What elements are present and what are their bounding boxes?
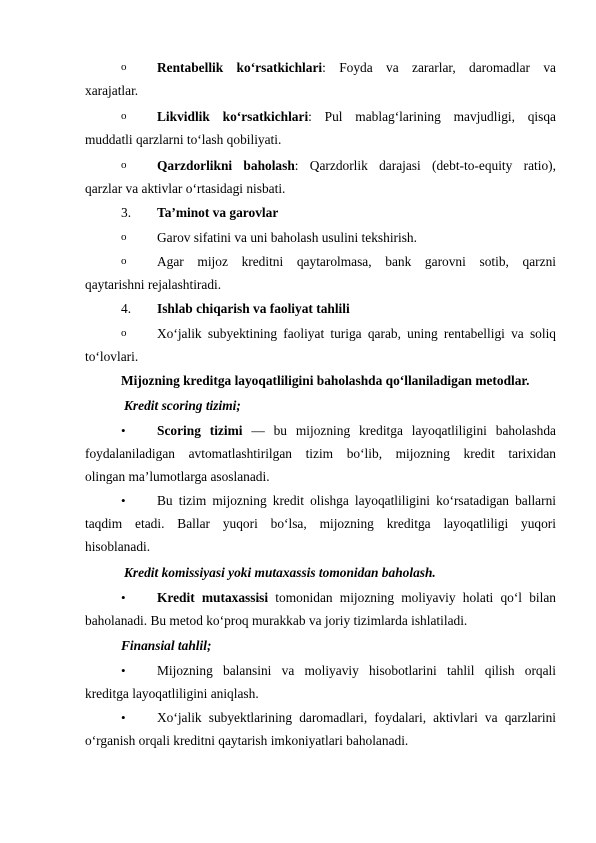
garov-text-2-cont: qaytarishni rejalashtiradi. [85,277,222,292]
bullet-dot-icon: • [121,663,126,678]
section-number: 3. [121,205,132,220]
mutaxassis-cont: baholanadi. Bu metod ko‘proq murakkab va joriy tizimlarda ishlatiladi. [85,613,468,628]
bullet-marker: o [121,255,127,267]
bullet-dot-icon: • [121,590,126,605]
scoring2-line-2: taqdim etadi. Ballar yuqori bo‘lsa, mijozning kreditga layoqatliligi yuqori [85,516,556,531]
bullet-marker: o [121,159,127,171]
scoring2-line-1: Bu tizim mijozning kredit olishga layoqatliligini ko‘rsatadigan ballarni [157,493,556,508]
subheading-komissiya: Kredit komissiyasi yoki mutaxassis tomonidan baholash. [124,565,436,580]
section-number: 4. [121,301,132,316]
garov-text-2: Agar mijoz kreditni qaytarolmasa, bank garovni sotib, qarzni [157,254,556,269]
finansial-line-2: Xo‘jalik subyektlarining daromadlari, foydalari, aktivlari va qarzlarini [157,710,556,725]
methods-heading: Mijozning kreditga layoqatliligini baholashda qo‘llaniladigan metodlar. [121,373,530,388]
rentabellik-cont: xarajatlar. [85,83,139,98]
bullet-marker: o [121,61,127,73]
rentabellik-text: : Foyda va zararlar, daromadlar va [322,60,556,75]
garov-text-1: Garov sifatini va uni baholash usulini tekshirish. [157,230,417,245]
likvidlik-text: : Pul mablag‘larining mavjudligi, qisqa [308,109,556,124]
bullet-marker: o [121,110,127,122]
scoring2-line-3: hisoblanadi. [85,539,151,554]
qarzdorlik-title: Qarzdorlikni baholash [157,158,295,173]
scoring-line-2: foydalaniladigan avtomatlashtirilgan tizim bo‘lib, mijozning kredit tarixidan [85,446,556,461]
faoliyat-cont: to‘lovlari. [85,349,139,364]
scoring-line-3: olingan ma’lumotlarga asoslanadi. [85,469,270,484]
mutaxassis-line [157,586,556,609]
mutaxassis-text: tomonidan mijozning moliyaviy holati qo‘l bilan [268,590,556,605]
scoring-title: Scoring tizimi [157,423,243,438]
subheading-finansial: Finansial tahlil; [121,638,212,653]
finansial-line-1: Mijozning balansini va moliyaviy hisobotlarini tahlil qilish orqali [157,663,556,678]
bullet-dot-icon: • [121,423,126,438]
rentabellik-line [157,56,556,79]
rentabellik-title: Rentabellik ko‘rsatkichlari [157,60,323,75]
likvidlik-title: Likvidlik ko‘rsatkichlari [157,109,309,124]
bullet-marker: o [121,231,127,243]
qarzdorlik-cont: qarzlar va aktivlar o‘rtasidagi nisbati. [85,181,286,196]
subheading-scoring: Kredit scoring tizimi; [124,398,241,413]
likvidlik-cont: muddatli qarzlarni to‘lash qobiliyati. [85,132,282,147]
likvidlik-line [157,105,556,128]
section-3-title: Ta’minot va garovlar [157,205,279,220]
finansial-line-2-cont: o‘rganish orqali kreditni qaytarish imkoniyatlari baholanadi. [85,733,409,748]
mutaxassis-title: Kredit mutaxassisi [157,590,269,605]
finansial-line-1-cont: kreditga layoqatliligini aniqlash. [85,686,259,701]
bullet-marker: o [121,327,127,339]
qarzdorlik-line [157,154,556,177]
scoring-text: — bu mijozning kreditga layoqatliligini baholashda [242,423,556,438]
bullet-dot-icon: • [121,710,126,725]
faoliyat-text: Xo‘jalik subyektining faoliyat turiga qarab, uning rentabelligi va soliq [157,326,556,341]
qarzdorlik-text: : Qarzdorlik darajasi (debt-to-equity ratio), [294,158,556,173]
section-4-title: Ishlab chiqarish va faoliyat tahlili [157,301,350,316]
bullet-dot-icon: • [121,493,126,508]
scoring-line-1 [157,419,556,442]
